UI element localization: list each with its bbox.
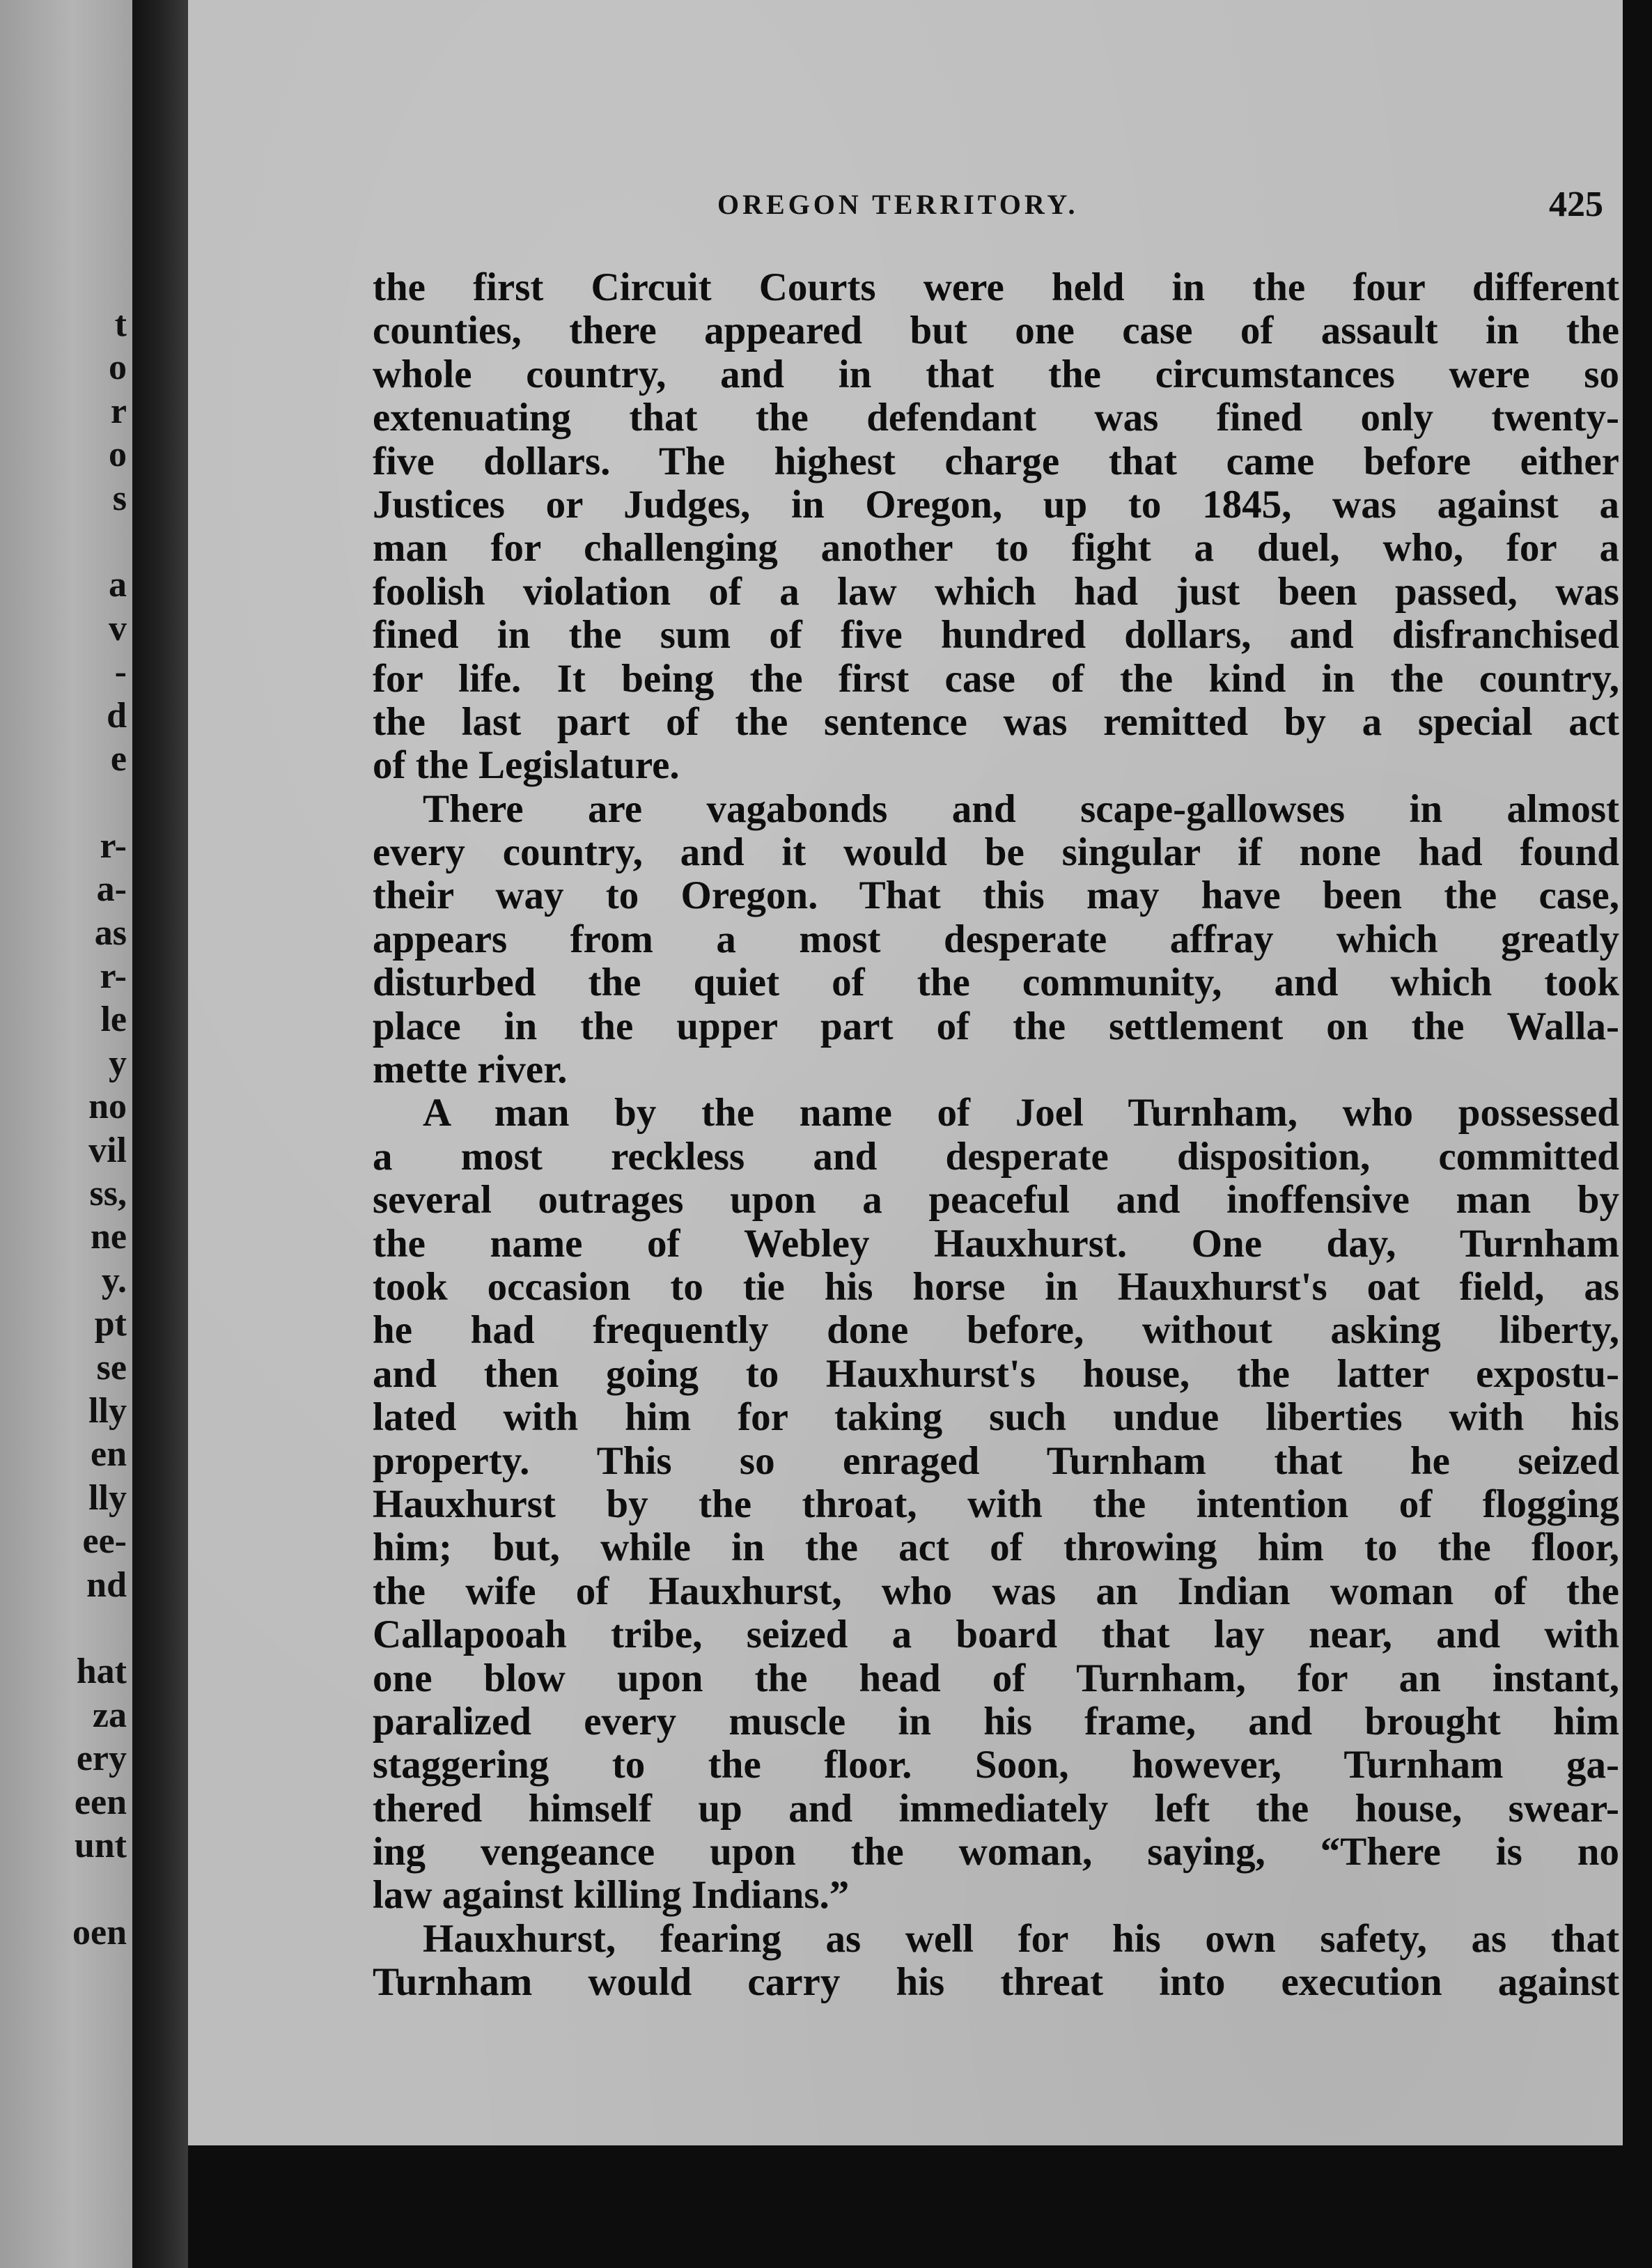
facing-page-fragment: ee- [82,1521,127,1562]
text-line: the last part of the sentence was remitted by a special act [373,699,1619,744]
facing-page-fragment: no [88,1087,127,1127]
book-page [188,0,1623,2145]
text-line: thered himself up and immediately left the house, swear- [373,1786,1619,1831]
text-line: Justices or Judges, in Oregon, up to 1845, was against a [373,482,1619,527]
facing-page-fragment: hat [76,1652,127,1692]
text-line: the name of Webley Hauxhurst. One day, Turnham [373,1221,1619,1266]
running-head [188,185,1623,230]
text-line: Hauxhurst by the throat, with the intention of flogging [373,1482,1619,1526]
text-line: five dollars. The highest charge that came before either [373,439,1619,483]
text-line: fined in the sum of five hundred dollars, and disfranchised [373,613,1619,658]
facing-page-fragment: oen [72,1912,127,1952]
text-line: lated with him for taking such undue liberties with his [373,1395,1619,1440]
facing-page-fragment: unt [74,1826,127,1865]
facing-page-fragment: en [91,1434,127,1475]
facing-page-fragment: vil [88,1130,127,1170]
text-line: him; but, while in the act of throwing him to the floor, [373,1525,1619,1570]
facing-page-fragment: - [114,652,127,692]
facing-page-fragment: y [109,1043,127,1083]
text-line: mette river. [373,1048,568,1092]
text-line: whole country, and in that the circumstances were so [373,352,1619,396]
facing-page-fragment: een [74,1782,127,1822]
facing-page-fragment: a [109,565,127,605]
facing-page-fragment: r [110,391,127,431]
facing-page-fragment: o [109,348,127,388]
text-line: man for challenging another to fight a duel, who, for a [373,526,1619,570]
text-line: the wife of Hauxhurst, who was an Indian woman of the [373,1569,1619,1613]
text-line: for life. It being the first case of the kind in the country, [373,656,1619,701]
facing-page-fragment: nd [86,1564,127,1605]
facing-page-fragment: a- [96,869,127,910]
text-line: property. This so enraged Turnham that he seized [373,1438,1619,1483]
text-line: he had frequently done before, without asking liberty, [373,1308,1619,1353]
text-line: every country, and it would be singular if none had found [373,830,1619,875]
text-line: A man by the name of Joel Turnham, who possessed [423,1091,1619,1135]
facing-page-edge [0,0,132,2268]
facing-page-fragment: r- [100,956,127,996]
body-text [373,266,1619,2005]
facing-page-fragment: v [109,608,127,648]
facing-page-fragment: y. [101,1260,127,1300]
facing-page-fragment: t [114,304,127,344]
facing-page-fragment: e [110,739,127,779]
facing-page-fragment: s [112,478,127,518]
facing-page-fragment: za [92,1695,127,1735]
text-line: extenuating that the defendant was fined only twenty- [373,396,1619,440]
facing-page-fragment: d [107,695,127,736]
text-line: Hauxhurst, fearing as well for his own safety, as that [423,1916,1619,1961]
facing-page-fragment: ss, [89,1174,127,1213]
text-line: There are vagabonds and scape-gallowses in almost [423,786,1619,831]
facing-page-fragment: as [94,912,127,953]
page-number: 425 [1549,185,1603,224]
text-line: Callapooah tribe, seized a board that lay near, and with [373,1613,1619,1657]
text-line: of the Legislature. [373,743,680,788]
text-line: Turnham would carry his threat into execution against [373,1960,1619,2005]
facing-page-fragment: o [109,435,127,475]
text-line: ing vengeance upon the woman, saying, “There is no [373,1830,1619,1874]
text-line: a most reckless and desperate disposition, committed [373,1134,1619,1179]
facing-page-fragment: lly [88,1477,127,1518]
facing-page-fragment: lly [88,1391,127,1431]
facing-page-fragment: le [100,1000,127,1040]
text-line: paralized every muscle in his frame, and brought him [373,1699,1619,1743]
text-line: their way to Oregon. That this may have been the case, [373,873,1619,918]
text-line: took occasion to tie his horse in Hauxhurst's oat field, as [373,1264,1619,1309]
text-line: foolish violation of a law which had just been passed, was [373,569,1619,614]
text-line: one blow upon the head of Turnham, for an instant, [373,1656,1619,1700]
text-line: staggering to the floor. Soon, however, Turnham ga- [373,1743,1619,1787]
facing-page-fragment: ne [91,1217,127,1257]
facing-page-fragment: pt [94,1304,127,1344]
text-line: several outrages upon a peaceful and inoffensive man by [373,1178,1619,1222]
text-line: appears from a most desperate affray which greatly [373,917,1619,961]
text-line: law against killing Indians.” [373,1873,850,1918]
text-line: counties, there appeared but one case of assault in the [373,309,1619,353]
book-gutter [132,0,188,2268]
facing-page-fragment: se [96,1347,127,1388]
text-line: and then going to Hauxhurst's house, the latter expostu- [373,1351,1619,1396]
text-line: place in the upper part of the settlement on the Walla- [373,1004,1619,1048]
text-line: disturbed the quiet of the community, and which took [373,961,1619,1005]
facing-page-fragment: ery [76,1739,127,1779]
text-line: the first Circuit Courts were held in the four different [373,265,1619,309]
running-title: OREGON TERRITORY. [717,189,1079,220]
facing-page-fragment: r- [100,825,127,866]
